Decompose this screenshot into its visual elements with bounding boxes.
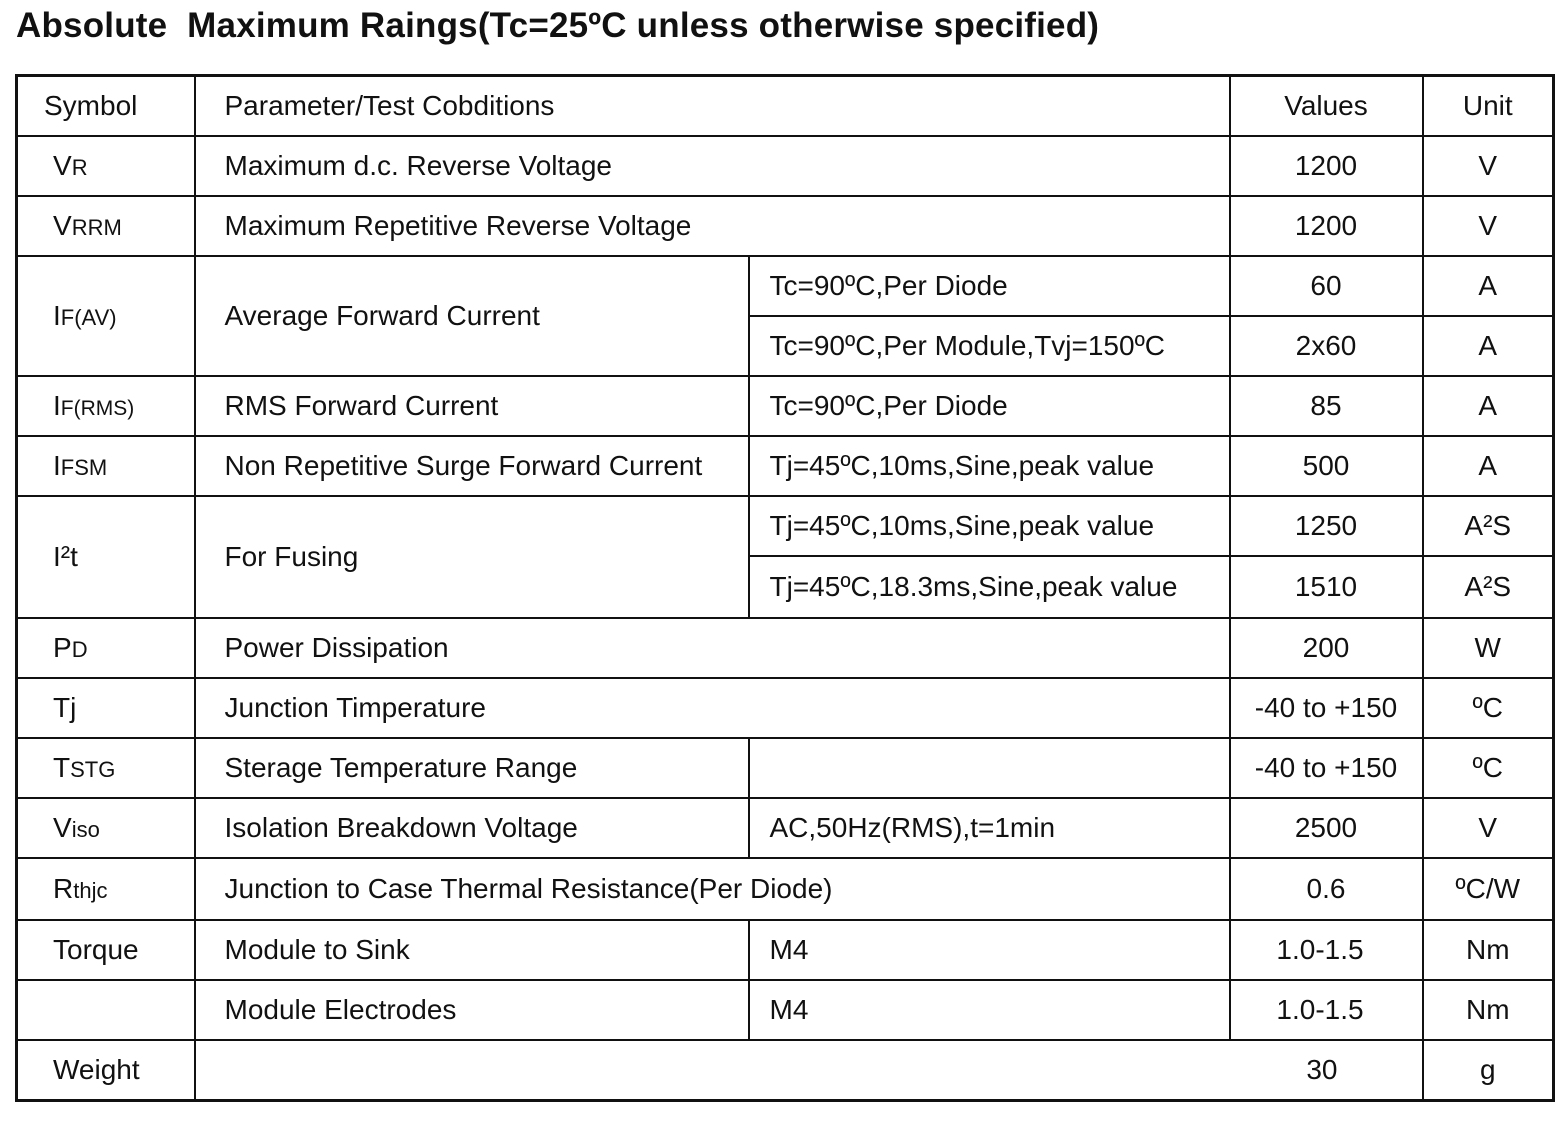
parameter-cell: For Fusing [195, 496, 749, 618]
table-row-electrodes [17, 980, 1554, 1040]
parameter-cell: Non Repetitive Surge Forward Current [195, 436, 749, 496]
unit-cell: A [1423, 436, 1554, 496]
value-cell: 0.6 [1230, 858, 1423, 920]
table-row-torque [17, 920, 1554, 980]
symbol-cell: IF(AV) [17, 256, 195, 376]
unit-cell: A²S [1423, 556, 1554, 618]
header-values: Values [1230, 76, 1423, 137]
parameter-cell: Maximum Repetitive Reverse Voltage [195, 196, 1230, 256]
table-row-ifrms [17, 376, 1554, 436]
table-row-weight [17, 1040, 1554, 1101]
value-cell: 200 [1230, 618, 1423, 678]
condition-cell: Tj=45ºC,10ms,Sine,peak value [749, 496, 1230, 556]
value-cell: 60 [1230, 256, 1423, 316]
symbol-cell: TSTG [17, 738, 195, 798]
condition-cell: Tc=90ºC,Per Diode [749, 376, 1230, 436]
table-row-i2t [17, 496, 1554, 556]
symbol-cell: VRRM [17, 196, 195, 256]
condition-cell: Tj=45ºC,10ms,Sine,peak value [749, 436, 1230, 496]
unit-cell: Nm [1423, 980, 1554, 1040]
value-cell: 85 [1230, 376, 1423, 436]
parameter-cell: Power Dissipation [195, 618, 1230, 678]
header-parameter: Parameter/Test Cobditions [195, 76, 1230, 137]
unit-cell: ºC [1423, 678, 1554, 738]
value-cell: 1.0-1.5 [1230, 920, 1423, 980]
value-cell: 1510 [1230, 556, 1423, 618]
condition-cell: Tc=90ºC,Per Diode [749, 256, 1230, 316]
condition-cell: AC,50Hz(RMS),t=1min [749, 798, 1230, 858]
value-cell: 2x60 [1230, 316, 1423, 376]
unit-cell: ºC/W [1423, 858, 1554, 920]
symbol-cell: PD [17, 618, 195, 678]
unit-cell: ºC [1423, 738, 1554, 798]
unit-cell: A²S [1423, 496, 1554, 556]
ratings-table [15, 74, 1555, 1102]
value-cell: 1250 [1230, 496, 1423, 556]
value-cell: 30 [195, 1040, 1423, 1101]
parameter-cell: RMS Forward Current [195, 376, 749, 436]
table-row-viso [17, 798, 1554, 858]
value-cell: 2500 [1230, 798, 1423, 858]
value-cell: -40 to +150 [1230, 678, 1423, 738]
condition-cell [749, 738, 1230, 798]
condition-cell: M4 [749, 920, 1230, 980]
table-row-vrrm [17, 196, 1554, 256]
parameter-cell: Sterage Temperature Range [195, 738, 749, 798]
parameter-cell: Isolation Breakdown Voltage [195, 798, 749, 858]
unit-cell: g [1423, 1040, 1554, 1101]
unit-cell: A [1423, 256, 1554, 316]
symbol-cell: I²t [17, 496, 195, 618]
symbol-cell: VR [17, 136, 195, 196]
table-row-pd [17, 618, 1554, 678]
unit-cell: A [1423, 316, 1554, 376]
parameter-cell: Module to Sink [195, 920, 749, 980]
unit-cell: V [1423, 798, 1554, 858]
unit-cell: Nm [1423, 920, 1554, 980]
value-cell: -40 to +150 [1230, 738, 1423, 798]
parameter-cell: Junction to Case Thermal Resistance(Per Diode) [195, 858, 1230, 920]
condition-cell: Tj=45ºC,18.3ms,Sine,peak value [749, 556, 1230, 618]
parameter-cell: Maximum d.c. Reverse Voltage [195, 136, 1230, 196]
symbol-cell: Torque [17, 920, 195, 980]
table-row-ifsm [17, 436, 1554, 496]
parameter-cell: Module Electrodes [195, 980, 749, 1040]
header-symbol: Symbol [17, 76, 195, 137]
parameter-cell: Average Forward Current [195, 256, 749, 376]
symbol-cell: IFSM [17, 436, 195, 496]
parameter-cell: Junction Timperature [195, 678, 1230, 738]
value-cell: 1200 [1230, 136, 1423, 196]
symbol-cell: Tj [17, 678, 195, 738]
unit-cell: W [1423, 618, 1554, 678]
table-row-tj [17, 678, 1554, 738]
symbol-cell [17, 980, 195, 1040]
symbol-cell: Rthjc [17, 858, 195, 920]
value-cell: 1.0-1.5 [1230, 980, 1423, 1040]
symbol-cell: IF(RMS) [17, 376, 195, 436]
table-row-tstg [17, 738, 1554, 798]
symbol-cell: Weight [17, 1040, 195, 1101]
unit-cell: A [1423, 376, 1554, 436]
table-header-row [17, 76, 1554, 137]
unit-cell: V [1423, 136, 1554, 196]
page-title: Absolute Maximum Raings(Tc=25ºC unless otherwise specified) [16, 6, 1100, 45]
value-cell: 1200 [1230, 196, 1423, 256]
table-row-rthjc [17, 858, 1554, 920]
condition-cell: Tc=90ºC,Per Module,Tvj=150ºC [749, 316, 1230, 376]
value-cell: 500 [1230, 436, 1423, 496]
table-row-ifav [17, 256, 1554, 316]
header-unit: Unit [1423, 76, 1554, 137]
table-row-vr [17, 136, 1554, 196]
condition-cell: M4 [749, 980, 1230, 1040]
symbol-cell: Viso [17, 798, 195, 858]
unit-cell: V [1423, 196, 1554, 256]
